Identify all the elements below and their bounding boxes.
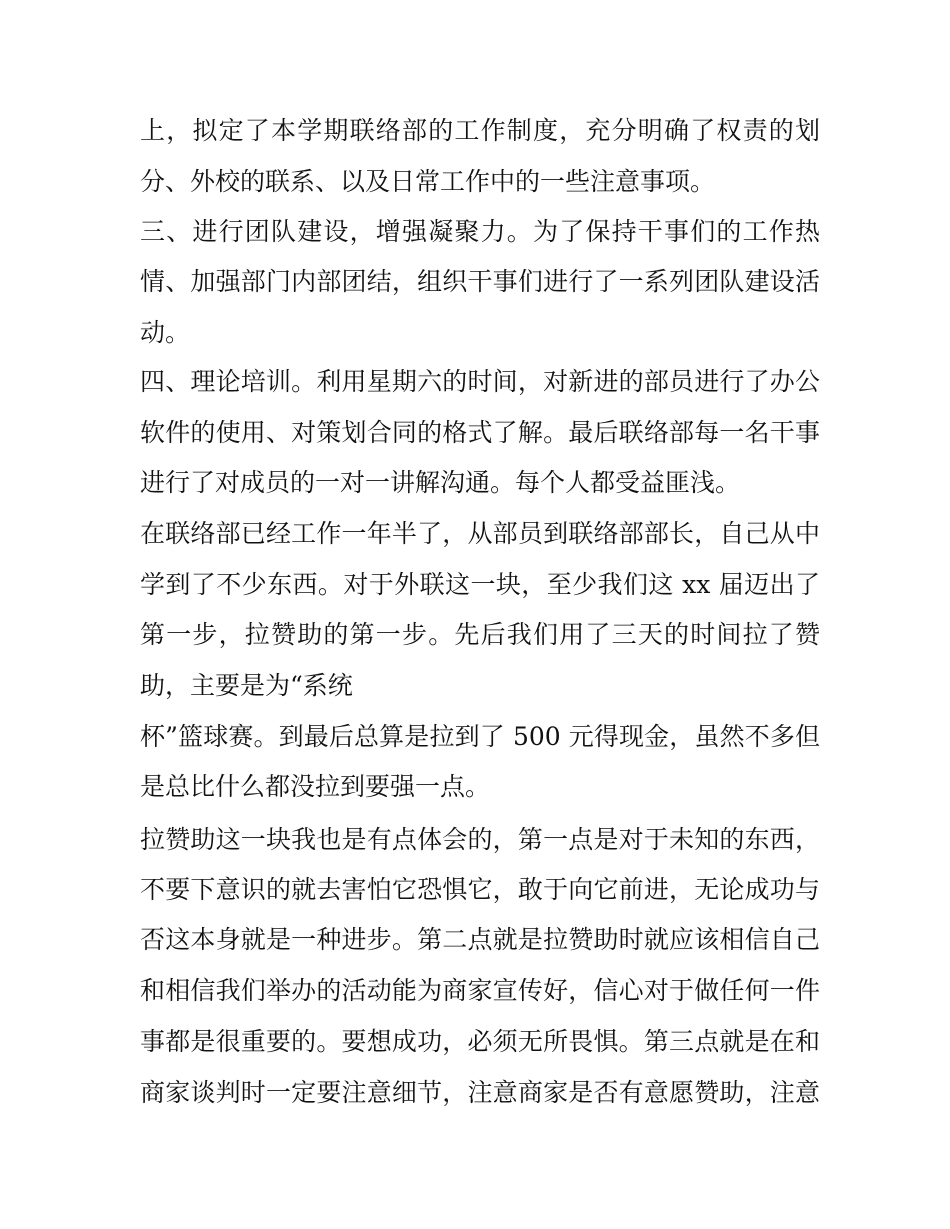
text-line: 上，拟定了本学期联络部的工作制度，充分明确了权责的划 xyxy=(140,116,820,145)
text-line: 拉赞助这一块我也是有点体会的，第一点是对于未知的东西， xyxy=(140,825,820,854)
text-line: 商家谈判时一定要注意细节，注意商家是否有意愿赞助，注意 xyxy=(140,1078,820,1107)
text-line: 第一步，拉赞助的第一步。先后我们用了三天的时间拉了赞 xyxy=(140,620,820,649)
text-line: 软件的使用、对策划合同的格式了解。最后联络部每一名干事 xyxy=(140,418,820,447)
text-line: 动。 xyxy=(140,318,191,347)
text-line: 和相信我们举办的活动能为商家宣传好，信心对于做任何一件 xyxy=(140,976,820,1005)
text-line: 事都是很重要的。要想成功，必须无所畏惧。第三点就是在和 xyxy=(140,1027,820,1056)
text-line: 助，主要是为“系统 xyxy=(140,671,353,700)
text-line: 三、进行团队建设，增强凝聚力。为了保持干事们的工作热 xyxy=(140,217,820,246)
text-line: 否这本身就是一种进步。第二点就是拉赞助时就应该相信自己 xyxy=(140,925,820,954)
text-line: 进行了对成员的一对一讲解沟通。每个人都受益匪浅。 xyxy=(140,468,741,497)
text-line: 在联络部已经工作一年半了，从部员到联络部部长，自己从中 xyxy=(140,519,820,548)
text-line: 四、理论培训。利用星期六的时间，对新进的部员进行了办公 xyxy=(140,367,820,396)
text-line: 不要下意识的就去害怕它恐惧它，敢于向它前进，无论成功与 xyxy=(140,875,820,904)
text-line: 是总比什么都没拉到要强一点。 xyxy=(140,772,491,801)
text-line: 情、加强部门内部团结，组织干事们进行了一系列团队建设活 xyxy=(140,267,820,296)
text-line: 学到了不少东西。对于外联这一块，至少我们这 xx 届迈出了 xyxy=(140,570,820,599)
text-line: 杯”篮球赛。到最后总算是拉到了 500 元得现金，虽然不多但 xyxy=(140,722,820,751)
text-line: 分、外校的联系、以及日常工作中的一些注意事项。 xyxy=(140,167,716,196)
